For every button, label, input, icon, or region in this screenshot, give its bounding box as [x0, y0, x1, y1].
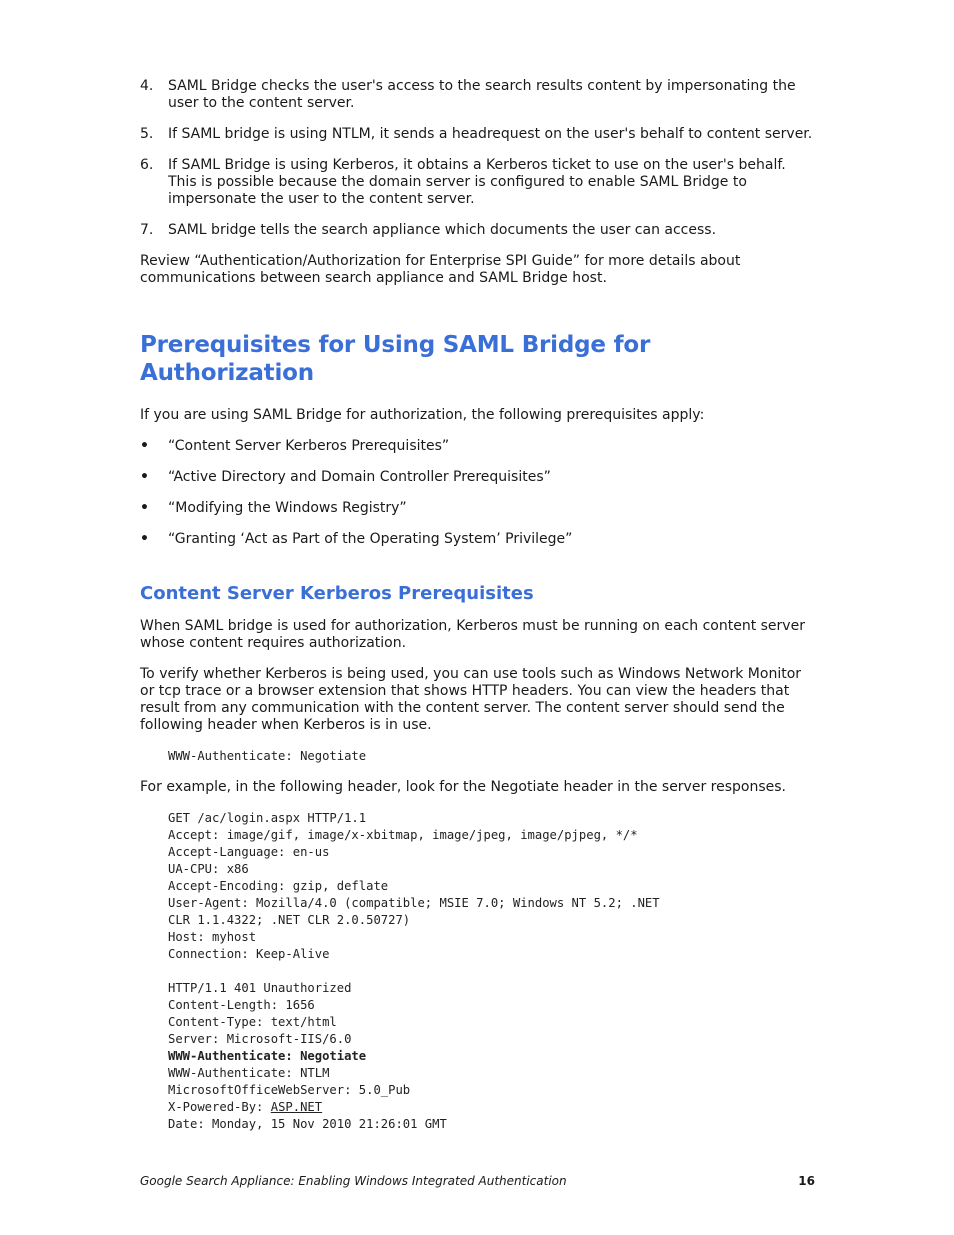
code-line-highlighted: WWW-Authenticate: Negotiate: [168, 1049, 367, 1063]
step-number: 7.: [140, 222, 154, 238]
powered-by-label: X-Powered-By:: [168, 1100, 271, 1114]
step-number: 4.: [140, 78, 154, 94]
code-line: Accept: image/gif, image/x-xbitmap, image/jpeg, image/pjpeg, */*: [168, 828, 638, 842]
code-line: UA-CPU: x86: [168, 862, 249, 876]
step-text: SAML bridge tells the search appliance which documents the user can access.: [168, 222, 717, 238]
code-line: WWW-Authenticate: Negotiate: [168, 749, 367, 763]
prerequisite-link[interactable]: “Content Server Kerberos Prerequisites”: [168, 438, 450, 454]
asp-net-link[interactable]: ASP.NET: [270, 1100, 323, 1114]
code-line: Host: myhost: [168, 930, 257, 944]
code-line: MicrosoftOfficeWebServer: 5.0_Pub: [168, 1083, 411, 1097]
code-line: Accept-Encoding: gzip, deflate: [168, 879, 389, 893]
section-intro: If you are using SAML Bridge for authorization, the following prerequisites apply:: [140, 407, 705, 423]
code-line: User-Agent: Mozilla/4.0 (compatible; MSIE 7.0; Windows NT 5.2; .NET: [168, 896, 660, 910]
bullet-icon: •: [140, 438, 149, 454]
list-item[interactable]: [140, 469, 815, 486]
prerequisite-link[interactable]: “Active Directory and Domain Controller Prerequisites”: [168, 469, 551, 485]
list-item[interactable]: [140, 500, 815, 517]
list-item: [140, 222, 815, 239]
code-line: Server: Microsoft-IIS/6.0: [168, 1032, 352, 1046]
kerberos-paragraph-2: To verify whether Kerberos is being used, you can use tools such as Windows Network Monitor or tcp trace or a browser extension that shows HTTP headers. You can view the headers that result from any communication with the content server. The content server should send the following header when Kerberos is in use.: [140, 666, 802, 733]
steps-list: [140, 78, 815, 239]
list-item: [140, 157, 815, 208]
bullet-icon: •: [140, 500, 149, 516]
prerequisite-link[interactable]: “Granting ‘Act as Part of the Operating System’ Privilege”: [168, 531, 573, 547]
code-line: HTTP/1.1 401 Unauthorized: [168, 981, 352, 995]
list-item: [140, 126, 815, 143]
subsection-heading: Content Server Kerberos Prerequisites: [140, 583, 534, 604]
bullet-icon: •: [140, 469, 149, 485]
step-text: SAML Bridge checks the user's access to the search results content by impersonating the user to the content server.: [168, 78, 796, 111]
code-line: GET /ac/login.aspx HTTP/1.1: [168, 811, 367, 825]
kerberos-paragraph-1: When SAML bridge is used for authorization, Kerberos must be running on each content server whose content requires authorization.: [140, 618, 805, 651]
section-heading: Prerequisites for Using SAML Bridge for Authorization: [140, 332, 651, 386]
code-block-http: [168, 810, 815, 1133]
list-item[interactable]: [140, 438, 815, 455]
list-item[interactable]: [140, 531, 815, 548]
step-text: If SAML bridge is using NTLM, it sends a headrequest on the user's behalf to content server.: [168, 126, 813, 142]
footer-title: Google Search Appliance: Enabling Windows Integrated Authentication: [140, 1174, 567, 1188]
code-line: WWW-Authenticate: NTLM: [168, 1066, 330, 1080]
kerberos-paragraph-3: For example, in the following header, look for the Negotiate header in the server responses.: [140, 779, 786, 795]
step-number: 6.: [140, 157, 154, 173]
list-item: [140, 78, 815, 112]
page-content: [140, 78, 815, 1147]
code-line: Content-Type: text/html: [168, 1015, 337, 1029]
code-line: Connection: Keep-Alive: [168, 947, 330, 961]
step-text: If SAML Bridge is using Kerberos, it obtains a Kerberos ticket to use on the user's behalf. This is possible because the domain server is configured to enable SAML Bridge to impersonate the user to the content server.: [168, 157, 786, 207]
page-number: 16: [798, 1174, 815, 1188]
code-line: Content-Length: 1656: [168, 998, 315, 1012]
bullet-icon: •: [140, 531, 149, 547]
prerequisites-list: [140, 438, 815, 548]
prerequisite-link[interactable]: “Modifying the Windows Registry”: [168, 500, 407, 516]
code-line: Accept-Language: en-us: [168, 845, 330, 859]
step-number: 5.: [140, 126, 154, 142]
code-line: CLR 1.1.4322; .NET CLR 2.0.50727): [168, 913, 411, 927]
code-line: Date: Monday, 15 Nov 2010 21:26:01 GMT: [168, 1117, 447, 1131]
review-paragraph: Review “Authentication/Authorization for Enterprise SPI Guide” for more details about communications between search appliance and SAML Bridge host.: [140, 253, 741, 286]
code-line-blank: [168, 963, 815, 980]
code-line: [168, 1099, 815, 1116]
code-block-header: [168, 748, 815, 765]
